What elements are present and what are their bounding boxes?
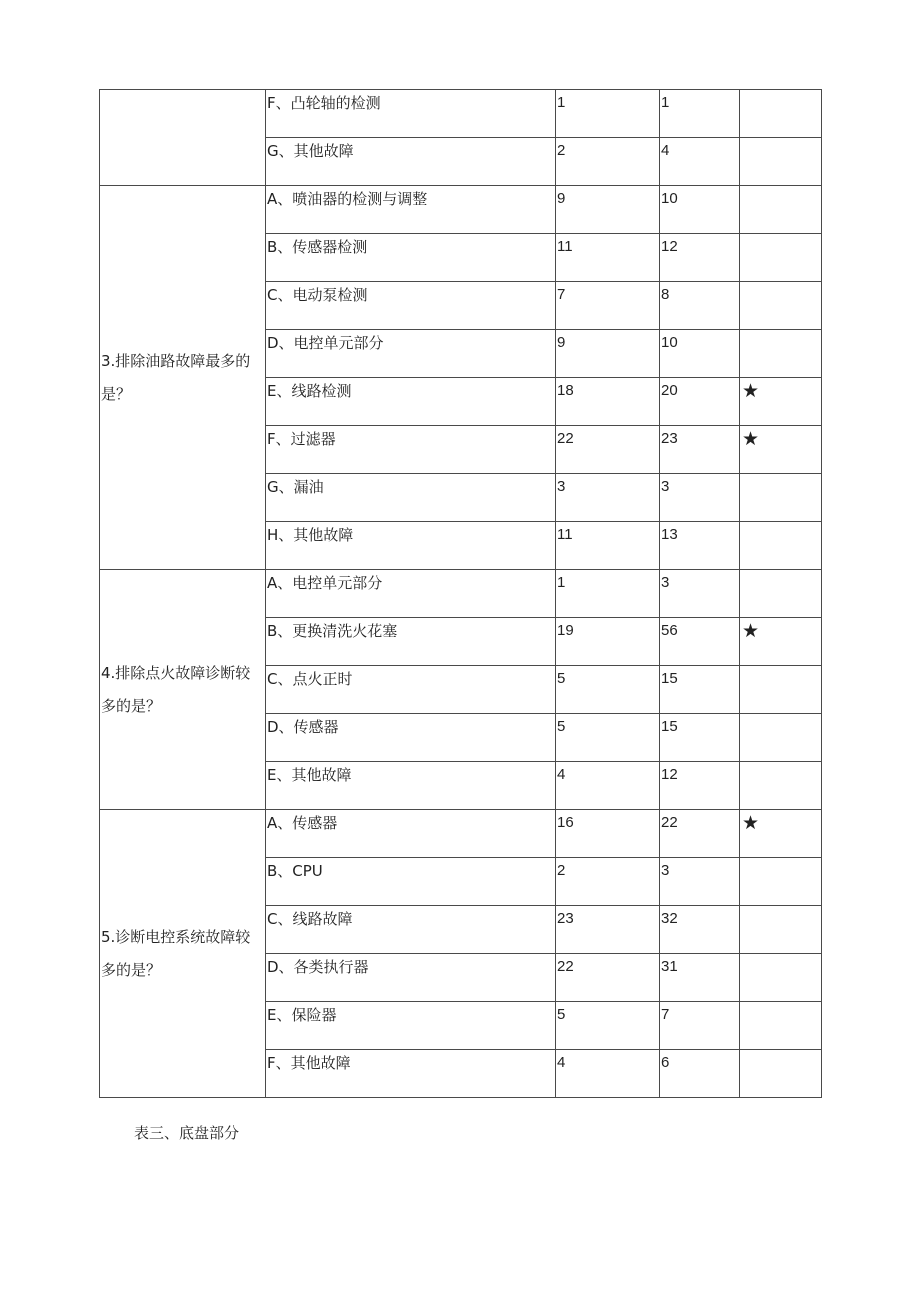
- table-body: [100, 90, 822, 1098]
- option-cell: F、过滤器: [266, 426, 556, 474]
- count-cell-1: 7: [556, 282, 660, 330]
- question-cell: 4.排除点火故障诊断较多的是？: [100, 570, 266, 810]
- star-mark-cell: [740, 282, 822, 330]
- count-cell-1: 4: [556, 1050, 660, 1098]
- count-cell-1: 5: [556, 714, 660, 762]
- count-cell-2: 22: [660, 810, 740, 858]
- count-cell-2: 12: [660, 762, 740, 810]
- option-cell: F、其他故障: [266, 1050, 556, 1098]
- option-cell: G、其他故障: [266, 138, 556, 186]
- count-cell-2: 31: [660, 954, 740, 1002]
- option-cell: A、电控单元部分: [266, 570, 556, 618]
- star-mark-cell: [740, 666, 822, 714]
- count-cell-2: 23: [660, 426, 740, 474]
- count-cell-2: 12: [660, 234, 740, 282]
- star-mark-cell: [740, 330, 822, 378]
- count-cell-1: 18: [556, 378, 660, 426]
- count-cell-1: 4: [556, 762, 660, 810]
- count-cell-1: 22: [556, 954, 660, 1002]
- star-mark-cell: [740, 762, 822, 810]
- star-mark-cell: [740, 714, 822, 762]
- star-mark-cell: ★: [740, 426, 822, 474]
- star-mark-cell: [740, 1050, 822, 1098]
- option-cell: B、CPU: [266, 858, 556, 906]
- table-row: [100, 810, 822, 858]
- count-cell-2: 56: [660, 618, 740, 666]
- star-mark-cell: [740, 1002, 822, 1050]
- star-mark-cell: [740, 138, 822, 186]
- question-cell: 3.排除油路故障最多的是？: [100, 186, 266, 570]
- question-cell: 5.诊断电控系统故障较多的是？: [100, 810, 266, 1098]
- star-mark-cell: [740, 90, 822, 138]
- count-cell-1: 2: [556, 858, 660, 906]
- option-cell: E、线路检测: [266, 378, 556, 426]
- count-cell-1: 1: [556, 570, 660, 618]
- option-cell: D、传感器: [266, 714, 556, 762]
- count-cell-1: 19: [556, 618, 660, 666]
- count-cell-2: 4: [660, 138, 740, 186]
- count-cell-1: 11: [556, 522, 660, 570]
- option-cell: C、线路故障: [266, 906, 556, 954]
- count-cell-1: 9: [556, 330, 660, 378]
- star-mark-cell: [740, 522, 822, 570]
- count-cell-2: 32: [660, 906, 740, 954]
- option-cell: D、各类执行器: [266, 954, 556, 1002]
- option-cell: B、传感器检测: [266, 234, 556, 282]
- count-cell-2: 8: [660, 282, 740, 330]
- count-cell-1: 9: [556, 186, 660, 234]
- star-mark-cell: [740, 186, 822, 234]
- star-mark-cell: [740, 906, 822, 954]
- count-cell-2: 15: [660, 666, 740, 714]
- option-cell: F、凸轮轴的检测: [266, 90, 556, 138]
- option-cell: C、电动泵检测: [266, 282, 556, 330]
- star-mark-cell: [740, 474, 822, 522]
- count-cell-2: 15: [660, 714, 740, 762]
- table-caption: 表三、底盘部分: [134, 1124, 240, 1142]
- option-cell: E、其他故障: [266, 762, 556, 810]
- count-cell-1: 16: [556, 810, 660, 858]
- count-cell-2: 7: [660, 1002, 740, 1050]
- count-cell-1: 3: [556, 474, 660, 522]
- count-cell-2: 1: [660, 90, 740, 138]
- option-cell: E、保险器: [266, 1002, 556, 1050]
- survey-table: [99, 89, 822, 1098]
- count-cell-2: 6: [660, 1050, 740, 1098]
- option-cell: H、其他故障: [266, 522, 556, 570]
- option-cell: C、点火正时: [266, 666, 556, 714]
- option-cell: A、喷油器的检测与调整: [266, 186, 556, 234]
- count-cell-2: 10: [660, 330, 740, 378]
- star-mark-cell: [740, 858, 822, 906]
- star-mark-cell: ★: [740, 618, 822, 666]
- count-cell-2: 20: [660, 378, 740, 426]
- count-cell-2: 13: [660, 522, 740, 570]
- count-cell-1: 23: [556, 906, 660, 954]
- count-cell-2: 10: [660, 186, 740, 234]
- option-cell: A、传感器: [266, 810, 556, 858]
- star-mark-cell: [740, 954, 822, 1002]
- option-cell: G、漏油: [266, 474, 556, 522]
- count-cell-2: 3: [660, 570, 740, 618]
- count-cell-1: 1: [556, 90, 660, 138]
- table-row: [100, 90, 822, 138]
- star-mark-cell: [740, 234, 822, 282]
- option-cell: D、电控单元部分: [266, 330, 556, 378]
- count-cell-1: 2: [556, 138, 660, 186]
- count-cell-2: 3: [660, 474, 740, 522]
- question-cell: [100, 90, 266, 186]
- table-row: [100, 186, 822, 234]
- count-cell-1: 11: [556, 234, 660, 282]
- star-mark-cell: ★: [740, 810, 822, 858]
- table-row: [100, 570, 822, 618]
- count-cell-2: 3: [660, 858, 740, 906]
- option-cell: B、更换清洗火花塞: [266, 618, 556, 666]
- count-cell-1: 5: [556, 666, 660, 714]
- star-mark-cell: [740, 570, 822, 618]
- star-mark-cell: ★: [740, 378, 822, 426]
- count-cell-1: 22: [556, 426, 660, 474]
- count-cell-1: 5: [556, 1002, 660, 1050]
